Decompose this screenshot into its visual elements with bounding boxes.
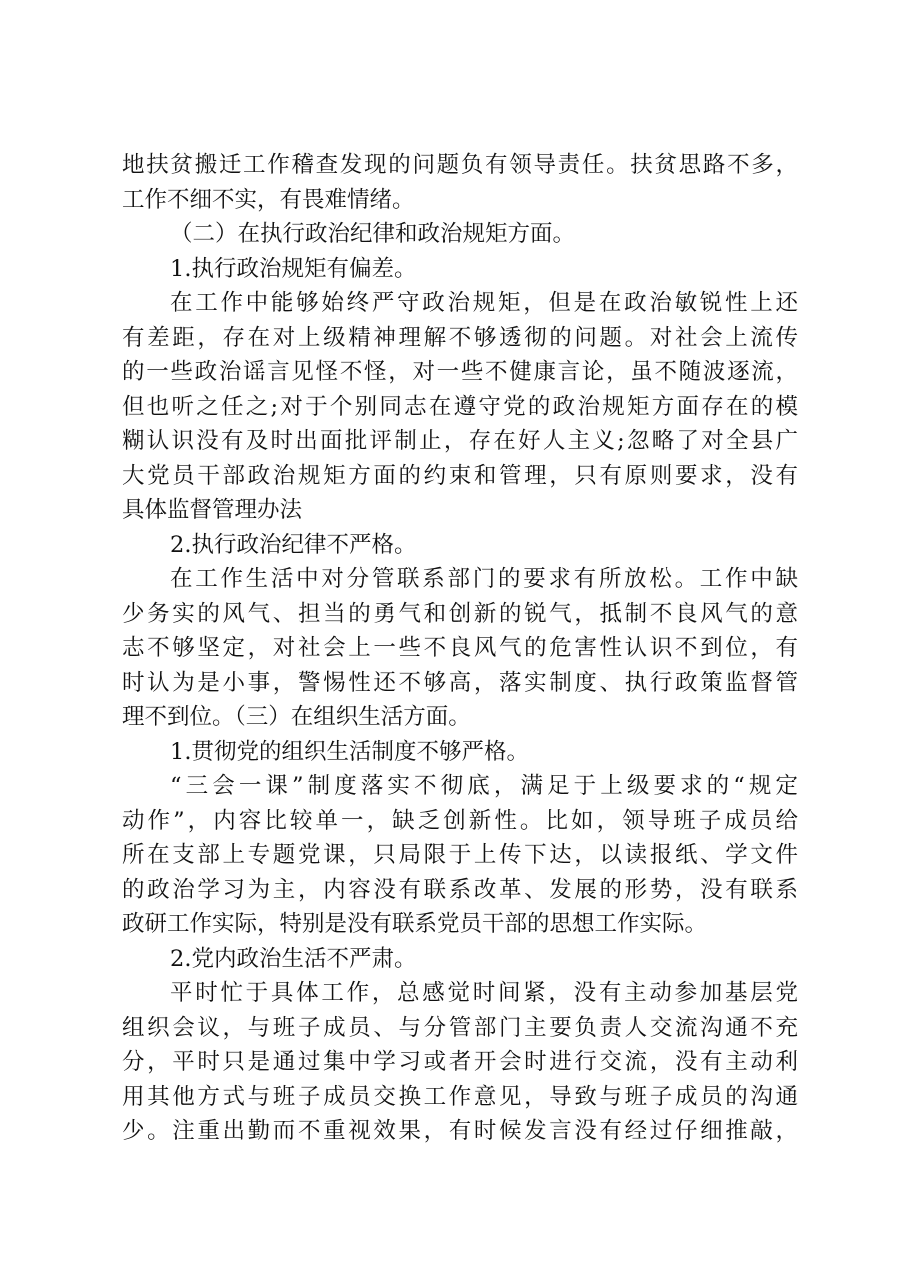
text-line: 动作”，内容比较单一，缺乏创新性。比如，领导班子成员给 xyxy=(122,807,798,834)
text-line: 少。注重出勤而不重视效果，有时候发言没有经过仔细推敲， xyxy=(122,1118,798,1144)
text-line: （二）在执行政治纪律和政治规矩方面。 xyxy=(170,221,576,247)
text-line: 理不到位。（三）在组织生活方面。 xyxy=(122,704,471,730)
text-line: 具体监督管理办法 xyxy=(122,497,303,523)
text-line: 但也听之任之;对于个别同志在遵守党的政治规矩方面存在的模 xyxy=(122,393,798,420)
text-line: 地扶贫搬迁工作稽查发现的问题负有领导责任。扶贫思路不多， xyxy=(122,152,798,178)
text-line: 志不够坚定，对社会上一些不良风气的危害性认识不到位，有 xyxy=(122,635,798,661)
text-line: 的一些政治谣言见怪不怪，对一些不健康言论，虽不随波逐流， xyxy=(122,359,798,385)
text-line: 1.执行政治规矩有偏差。 xyxy=(170,255,417,282)
text-line: 政研工作实际，特别是没有联系党员干部的思想工作实际。 xyxy=(122,911,708,937)
text-line: 糊认识没有及时出面批评制止，存在好人主义;忽略了对全县广 xyxy=(122,428,798,454)
text-line: 在工作生活中对分管联系部门的要求有所放松。工作中缺 xyxy=(170,566,798,592)
text-line: 在工作中能够始终严守政治规矩，但是在政治敏锐性上还 xyxy=(170,290,798,316)
text-line: 大党员干部政治规矩方面的约束和管理，只有原则要求，没有 xyxy=(122,462,798,489)
text-line: 工作不细不实，有畏难情绪。 xyxy=(122,186,415,213)
text-line: 分，平时只是通过集中学习或者开会时进行交流，没有主动利 xyxy=(122,1049,798,1075)
text-line: 平时忙于具体工作，总感觉时间紧，没有主动参加基层党 xyxy=(170,980,798,1006)
text-line: 有差距，存在对上级精神理解不够透彻的问题。对社会上流传 xyxy=(122,324,798,351)
text-line: 2.党内政治生活不严肃。 xyxy=(170,945,417,972)
text-line: 用其他方式与班子成员交换工作意见，导致与班子成员的沟通 xyxy=(122,1083,798,1110)
text-line: “三会一课”制度落实不彻底，满足于上级要求的“规定 xyxy=(170,773,798,799)
text-line: 1.贯彻党的组织生活制度不够严格。 xyxy=(170,738,529,765)
document-page xyxy=(122,148,798,1149)
text-line: 的政治学习为主，内容没有联系改革、发展的形势，没有联系 xyxy=(122,876,798,903)
text-line: 所在支部上专题党课，只局限于上传下达，以读报纸、学文件 xyxy=(122,842,798,868)
text-line: 时认为是小事，警惕性还不够高，落实制度、执行政策监督管 xyxy=(122,669,798,696)
text-line: 2.执行政治纪律不严格。 xyxy=(170,531,417,558)
text-line: 组织会议，与班子成员、与分管部门主要负责人交流沟通不充 xyxy=(122,1014,798,1041)
text-line: 少务实的风气、担当的勇气和创新的锐气，抵制不良风气的意 xyxy=(122,600,798,627)
